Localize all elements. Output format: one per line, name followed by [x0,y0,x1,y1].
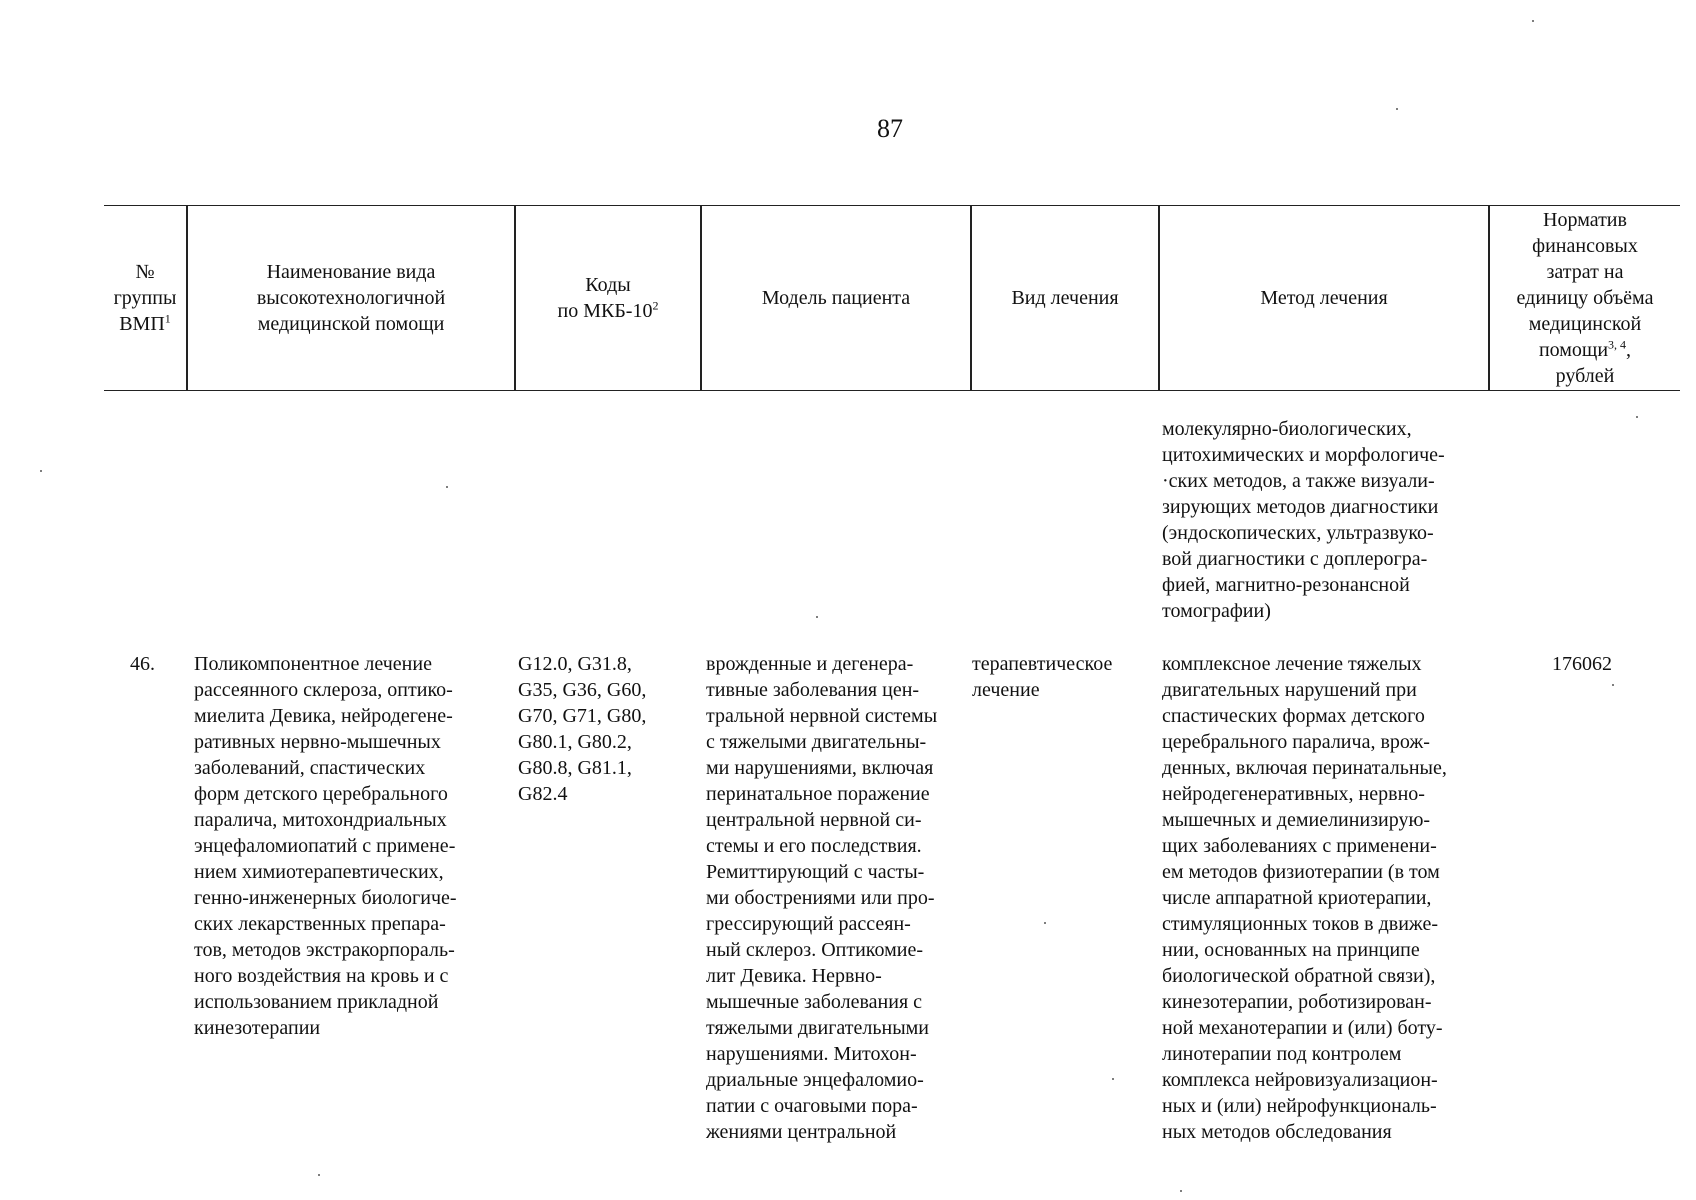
header-treatment-type: Вид лечения [1011,287,1119,309]
row-46-patient-model: врожденные и дегенера- тивные заболевания цен- тральной нервной системы с тяжелыми двигательны- ми нарушениями, включая перинатальное поражение центральной нервной си- стемы и его последствия. Ремиттирующий с часты- ми обострениями или про- грессирующий рассеян- ный склероз. Оптикомие- лит Девика. Нервно- мышечные заболевания с тяжелыми двигательными нарушениями. Митохон- дриальные энцефаломио- патии с очаговыми пора- жениями центральной [706,653,938,1143]
scan-speck [1180,1190,1182,1192]
header-treatment-method: Метод лечения [1260,287,1388,309]
row-46-group-number: 46. [130,653,155,675]
scan-speck [1112,1078,1114,1080]
scan-speck [1532,20,1534,22]
scan-speck [816,616,818,618]
header-codes-label: Коды по МКБ-10 [557,274,653,322]
scan-speck [1044,922,1046,924]
footnote-2: 2 [652,298,659,313]
scan-speck [318,1174,320,1176]
table-header [104,205,1680,391]
header-codes [516,206,700,390]
header-cost-norm [1490,206,1680,390]
scan-speck [40,470,42,472]
row-46-treatment-type: терапевтическое лечение [972,653,1113,701]
scan-speck [1636,416,1638,418]
row-46-cost: 176062 [1552,653,1612,675]
header-group-number [104,206,186,390]
row-46-care-name: Поликомпонентное лечение рассеянного склероза, оптико- миелита Девика, нейродегене- ративных нервно-мышечных заболеваний, спастических форм детского церебрального паралича, митохондриальных энцефаломиопатий с примене- нием химиотерапевтических, генно-инженерных биологиче- ских лекарственных препара- тов, методов экстракорпораль- ного воздействия на кровь и с использованием прикладной кинезотерапии [194,653,457,1039]
header-name: Наименование вида высокотехнологичной медицинской помощи [256,261,446,335]
scan-speck [1612,684,1614,686]
header-patient-model: Модель пациента [761,287,911,309]
continuation-method-text: молекулярно-биологических, цитохимических и морфологиче- ·ских методов, а также визуали- зирующих методов диагностики (эндоскопических, ультразвуко- вой диагностики с доплерогра- фией, магнитно-резонансной томографии) [1162,418,1445,622]
footnote-1: 1 [164,311,171,326]
scan-speck [1396,108,1398,110]
header-group-label: № группы ВМП [113,261,177,335]
row-46-treatment-method: комплексное лечение тяжелых двигательных нарушений при спастических формах детского церебрального паралича, врож- денных, включая перинатальные, нейродегенеративных, нервно- мышечных и демиелинизирую- щих заболеваниях с применени- ем методов физиотерапии (в том числе аппаратной криотерапии, стимуляционных токов в движе- нии, основанных на принципе биологической обратной связи), кинезотерапии, роботизирован- ной механотерапии и (или) боту- линотерапии под контролем комплекса нейровизуализацион- ных и (или) нейрофункциональ- ных методов обследования [1162,653,1447,1143]
scan-speck [446,486,448,488]
row-46-icd-codes: G12.0, G31.8, G35, G36, G60, G70, G71, G80, G80.1, G80.2, G80.8, G81.1, G82.4 [518,653,647,805]
header-cost-unit: , рублей [1555,339,1632,387]
page-number: 87 [877,114,903,143]
header-cost-label: Норматив финансовых затрат на единицу объёма медицинской помощи [1516,209,1654,361]
footnote-3-4: 3, 4 [1608,337,1627,352]
